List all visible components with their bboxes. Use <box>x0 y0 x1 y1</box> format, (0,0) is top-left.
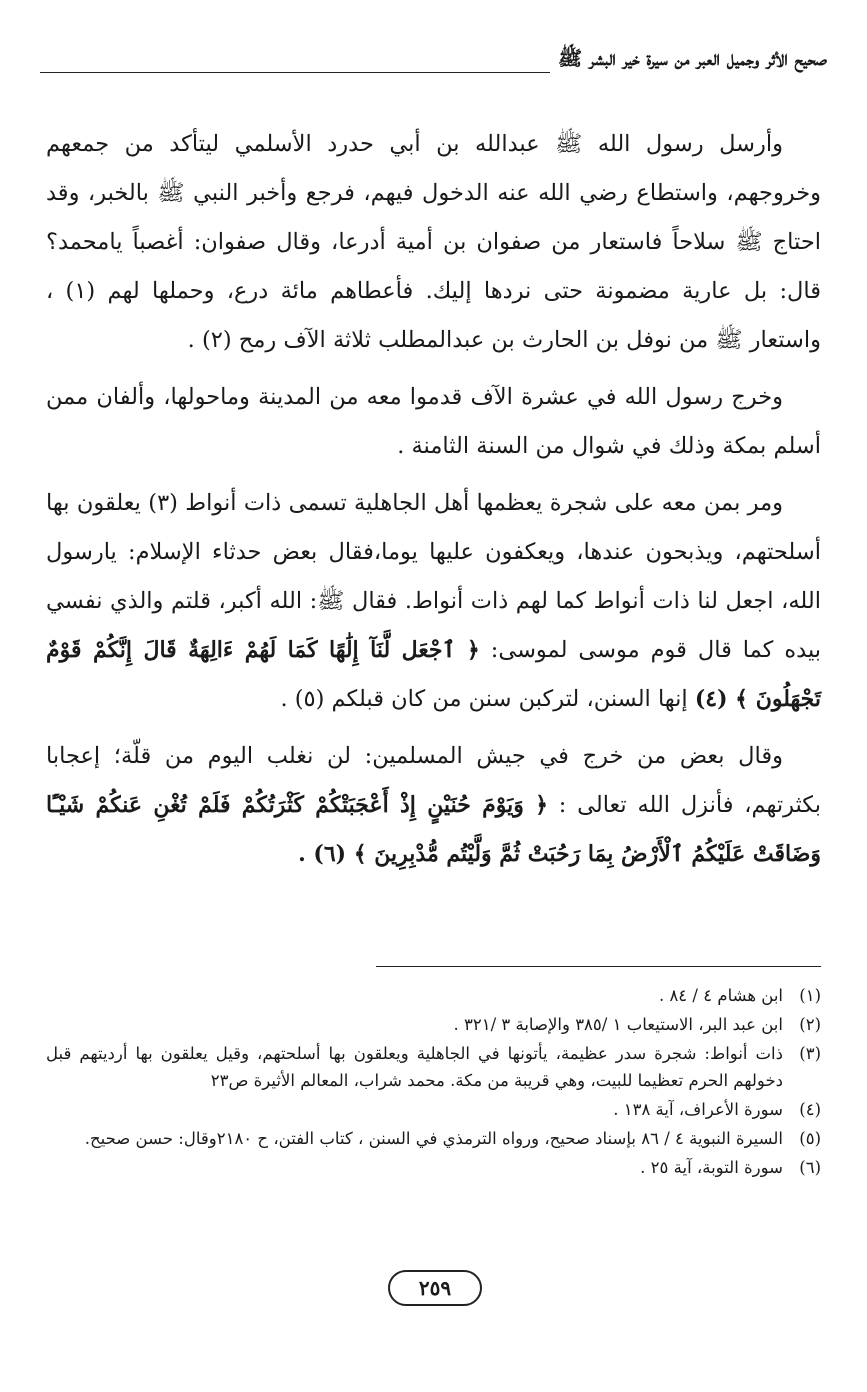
book-title: صحيح الأثر وجميل العبر من سيرة خير البشر ﷺ <box>550 46 827 75</box>
main-text <box>46 120 821 879</box>
footnote <box>46 1040 821 1094</box>
footnote-number: (٦) <box>799 1158 821 1177</box>
quran-verse-tawbah: ﴿ وَيَوْمَ حُنَيْنٍ إِذْ أَعْجَبَتْكُمْ كَثْرَتُكُمْ فَلَمْ تُغْنِ عَنكُمْ شَيْـًٔا وَضَاقَتْ عَلَيْكُمُ ٱلْأَرْضُ بِمَا رَحُبَتْ ثُمَّ وَلَّيْتُم مُّدْبِرِينَ ﴾ (٦) . <box>46 792 821 867</box>
paragraph-4 <box>46 732 821 879</box>
footnote-text: السيرة النبوية ٤ / ٨٦ بإسناد صحيح، ورواه الترمذي في السنن ، كتاب الفتن، ح ٢١٨٠وقال: حسن صحيح. <box>84 1129 783 1148</box>
paragraph-3-ending: إنها السنن، لتركبن سنن من كان قبلكم (٥) . <box>280 686 688 712</box>
running-header <box>40 46 827 86</box>
footnote-number: (٣) <box>799 1044 821 1063</box>
paragraph-3-text: ومر بمن معه على شجرة يعظمها أهل الجاهلية تسمى ذات أنواط (٣) يعلقون بها أسلحتهم، ويذبحون عندها، ويعكفون عليها يوما،فقال بعض حدثاء الإسلام: يارسول الله، اجعل لنا ذات أنواط كما لهم ذات أنواط. فقال ﷺ: الله أكبر، قلتم والذي نفسي بيده كما قال قوم موسى لموسى: <box>46 490 821 663</box>
footnote-separator <box>376 966 821 967</box>
footnote-text: ذات أنواط: شجرة سدر عظيمة، يأتونها في الجاهلية ويعلقون بها أسلحتهم، وقيل يعلقون بها أرديتهم قبل دخولهم الحرم تعظيما للبيت، وهي قريبة من مكة. محمد شراب، المعالم الأثيرة ص٢٣ <box>46 1044 783 1090</box>
paragraph-2: وخرج رسول الله في عشرة الآف قدموا معه من المدينة وماحولها، وألفان ممن أسلم بمكة وذلك في شوال من السنة الثامنة . <box>46 384 821 459</box>
page-number: ٢٥٩ <box>388 1270 482 1306</box>
footnote-text: سورة الأعراف، آية ١٣٨ . <box>613 1100 783 1119</box>
footnote-number: (٢) <box>799 1015 821 1034</box>
footnote-text: ابن هشام ٤ / ٨٤ . <box>658 986 783 1005</box>
footnote <box>46 1096 821 1123</box>
footnote <box>46 1011 821 1038</box>
footnote-text: سورة التوبة، آية ٢٥ . <box>640 1158 783 1177</box>
footnote <box>46 1154 821 1181</box>
footnote-text: ابن عبد البر، الاستيعاب ١ /٣٨٥ والإصابة ٣ /٣٢١ . <box>453 1015 783 1034</box>
footnote <box>46 982 821 1009</box>
quran-verse-araf: ﴿ ٱجْعَل لَّنَآ إِلَٰهًا كَمَا لَهُمْ ءَالِهَةٌ قَالَ إِنَّكُمْ قَوْمٌ تَجْهَلُونَ ﴾ (٤) <box>46 637 821 712</box>
paragraph-3 <box>46 479 821 724</box>
footnote-number: (٤) <box>799 1100 821 1119</box>
paragraph-1: وأرسل رسول الله ﷺ عبدالله بن أبي حدرد الأسلمي ليتأكد من جمعهم وخروجهم، واستطاع رضي الله عنه الدخول فيهم، فرجع وأخبر النبي ﷺ بالخبر، وقد احتاج ﷺ سلاحاً فاستعار من صفوان بن أمية أدرعا، وقال صفوان: أغصباً يامحمد؟ قال: بل عارية مضمونة حتى نردها إليك. فأعطاهم مائة درع، وحملها لهم (١) ، واستعار ﷺ من نوفل بن الحارث بن عبدالمطلب ثلاثة الآف رمح (٢) . <box>46 131 821 353</box>
paragraph-4-text: وقال بعض من خرج في جيش المسلمين: لن نغلب اليوم من قلّة؛ إعجابا بكثرتهم، فأنزل الله تعالى : <box>46 743 821 818</box>
footnote-number: (١) <box>799 986 821 1005</box>
footnote <box>46 1125 821 1152</box>
footnotes <box>46 982 821 1183</box>
footnote-number: (٥) <box>799 1129 821 1148</box>
